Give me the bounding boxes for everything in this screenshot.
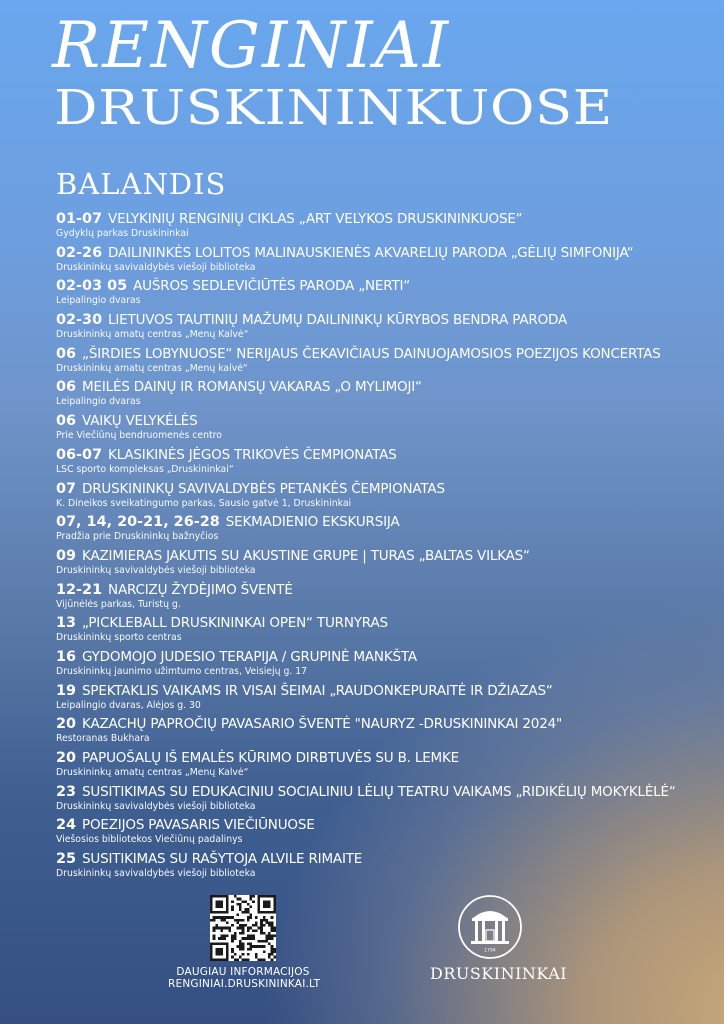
event-date: 23: [56, 783, 77, 800]
event-heading: [56, 379, 712, 396]
event-item: [56, 514, 716, 548]
event-date: 25: [56, 851, 77, 868]
event-venue: Druskininkų savivaldybės viešoji biblioteka: [56, 564, 256, 576]
event-date: 06: [56, 379, 77, 396]
event-item: [56, 245, 716, 279]
event-heading: [56, 615, 712, 632]
event-item: [56, 447, 716, 481]
event-item: [56, 683, 716, 717]
event-item: [56, 481, 716, 515]
event-heading: [56, 750, 712, 767]
events-list: [56, 211, 716, 885]
event-heading: [56, 716, 712, 733]
event-title: SUSITIKIMAS SU RAŠYTOJA ALVILE RIMAITE: [82, 851, 363, 868]
event-heading: [56, 784, 712, 801]
logo-year: 1794: [484, 948, 496, 954]
event-heading: [56, 413, 712, 430]
event-heading: [56, 211, 712, 228]
event-heading: [56, 447, 712, 464]
event-date: 02-30: [56, 312, 103, 329]
event-date: 06: [56, 413, 77, 430]
event-title: „ŠIRDIES LOBYNUOSE“ NERIJAUS ČEKAVIČIAUS DAINUOJAMOSIOS POEZIJOS KONCERTAS: [82, 345, 661, 362]
event-item: [56, 615, 716, 649]
event-date: 20: [56, 750, 77, 766]
event-date: 06: [56, 345, 77, 362]
event-venue: Leipalingio dvaras, Alėjos g. 30: [56, 699, 201, 711]
title-line2: DRUSKININKUOSE: [54, 80, 613, 136]
event-date: 01-07: [56, 211, 103, 227]
month-heading: BALANDIS: [56, 167, 227, 201]
event-heading: [56, 851, 712, 868]
event-item: [56, 278, 716, 312]
event-heading: [56, 514, 712, 531]
event-title: AUŠROS SEDLEVIČIŪTĖS PARODA „NERTI“: [133, 278, 411, 295]
event-heading: [56, 817, 712, 834]
logo-name: DRUSKININKAI: [430, 964, 568, 983]
event-title: POEZIJOS PAVASARIS VIEČIŪNUOSE: [82, 817, 315, 834]
event-date: 07, 14, 20-21, 26-28: [56, 514, 220, 531]
event-item: [56, 817, 716, 851]
event-heading: [56, 683, 712, 700]
event-venue: Leipalingio dvaras: [56, 396, 141, 408]
event-venue: Druskininkų amatų centras „Menų Kalvė“: [56, 767, 249, 778]
title-line1: RENGINIAI: [52, 9, 451, 83]
more-info-label: DAUGIAU INFORMACIJOS: [176, 966, 310, 978]
event-venue: Prie Viečiūnų bendruomenės centro: [56, 430, 222, 442]
event-title: NARCIZŲ ŽYDĖJIMO ŠVENTĖ: [108, 581, 293, 598]
event-venue: Pradžia prie Druskininkų bažnyčios: [56, 531, 219, 543]
event-date: 09: [56, 547, 77, 564]
event-venue: Druskininkų amatų centras „Menų Kalvė“: [56, 329, 249, 341]
event-title: KAZIMIERAS JAKUTIS SU AKUSTINE GRUPE | TURAS „BALTAS VILKAS“: [82, 547, 530, 564]
event-heading: [56, 346, 712, 363]
event-item: [56, 851, 716, 885]
event-venue: Druskininkų amatų centras „Menų kalvė“: [56, 362, 248, 374]
event-heading: [56, 548, 712, 565]
event-title: SEKMADIENIO EKSKURSIJA: [225, 514, 400, 531]
event-venue: LSC sporto kompleksas „Druskininkai“: [56, 463, 234, 475]
event-date: 19: [56, 682, 77, 699]
event-heading: [56, 245, 712, 262]
event-date: 06-07: [56, 446, 103, 463]
event-item: [56, 211, 716, 245]
event-title: PAPUOŠALŲ IŠ EMALĖS KŪRIMO DIRBTUVĖS SU B. LEMKE: [82, 750, 459, 766]
druskininkai-logo: [430, 894, 568, 983]
event-item: [56, 548, 716, 582]
event-venue: Viešosios bibliotekos Viečiūnų padalinys: [56, 834, 243, 846]
event-item: [56, 784, 716, 818]
event-heading: [56, 312, 712, 329]
qr-code[interactable]: [210, 895, 276, 961]
event-title: GYDOMOJO JUDESIO TERAPIJA / GRUPINĖ MANKŠTA: [82, 648, 417, 665]
event-item: [56, 716, 716, 750]
event-title: DAILININKĖS LOLITOS MALINAUSKIENĖS AKVARELIŲ PARODA „GĖLIŲ SIMFONIJA“: [108, 244, 634, 261]
event-date: 02-26: [56, 244, 103, 261]
event-venue: Vijūnėlės parkas, Turistų g.: [56, 598, 181, 610]
event-date: 20: [56, 716, 77, 733]
event-venue: Druskininkų savivaldybės viešoji biblioteka: [56, 261, 256, 273]
event-venue: K. Dineikos sveikatingumo parkas, Sausio gatvė 1, Druskininkai: [56, 497, 352, 509]
event-item: [56, 649, 716, 683]
event-date: 07: [56, 480, 77, 497]
event-item: [56, 582, 716, 616]
event-title: SUSITIKIMAS SU EDUKACINIU SOCIALINIU LĖLIŲ TEATRU VAIKAMS „RIDIKĖLIŲ MOKYKLĖLĖ“: [82, 783, 676, 800]
event-item: [56, 346, 716, 380]
event-venue: Gydyklų parkas Druskininkai: [56, 228, 189, 239]
rotunda-emblem-icon: [457, 894, 523, 960]
event-date: 02-03 05: [56, 278, 128, 295]
event-venue: Druskininkų savivaldybės viešoji biblioteka: [56, 800, 256, 812]
event-item: [56, 379, 716, 413]
event-title: VAIKŲ VELYKĖLĖS: [82, 413, 198, 430]
event-title: SPEKTAKLIS VAIKAMS IR VISAI ŠEIMAI „RAUDONKEPURAITĖ IR DŽIAZAS“: [82, 682, 553, 699]
event-heading: [56, 649, 712, 666]
event-item: [56, 750, 716, 784]
event-title: KLASIKINĖS JĖGOS TRIKOVĖS ČEMPIONATAS: [108, 446, 397, 463]
event-heading: [56, 278, 712, 295]
event-date: 12-21: [56, 581, 103, 598]
event-date: 24: [56, 817, 77, 834]
more-info: [168, 895, 321, 990]
event-heading: [56, 481, 712, 498]
event-item: [56, 413, 716, 447]
event-venue: Restoranas Bukhara: [56, 733, 150, 745]
event-venue: Druskininkų savivaldybės viešoji biblioteka: [56, 868, 256, 880]
event-date: 16: [56, 648, 77, 665]
event-title: „PICKLEBALL DRUSKININKAI OPEN“ TURNYRAS: [82, 615, 388, 632]
event-venue: Leipalingio dvaras: [56, 295, 141, 307]
event-item: [56, 312, 716, 346]
event-title: DRUSKININKŲ SAVIVALDYBĖS PETANKĖS ČEMPIONATAS: [82, 480, 445, 497]
event-title: MEILĖS DAINŲ IR ROMANSŲ VAKARAS „O MYLIMOJI“: [82, 379, 422, 396]
event-venue: Druskininkų jaunimo užimtumo centras, Veisiejų g. 17: [56, 665, 308, 677]
event-title: LIETUVOS TAUTINIŲ MAŽUMŲ DAILININKŲ KŪRYBOS BENDRA PARODA: [108, 312, 568, 329]
more-info-url[interactable]: RENGINIAI.DRUSKININKAI.LT: [168, 978, 321, 990]
event-date: 13: [56, 615, 77, 632]
event-title: VELYKINIŲ RENGINIŲ CIKLAS „ART VELYKOS DRUSKININKUOSE“: [108, 211, 523, 227]
event-venue: Druskininkų sporto centras: [56, 632, 182, 644]
event-heading: [56, 582, 712, 599]
event-title: KAZACHŲ PAPROČIŲ PAVASARIO ŠVENTĖ "NAURYZ -DRUSKININKAI 2024": [82, 716, 563, 733]
